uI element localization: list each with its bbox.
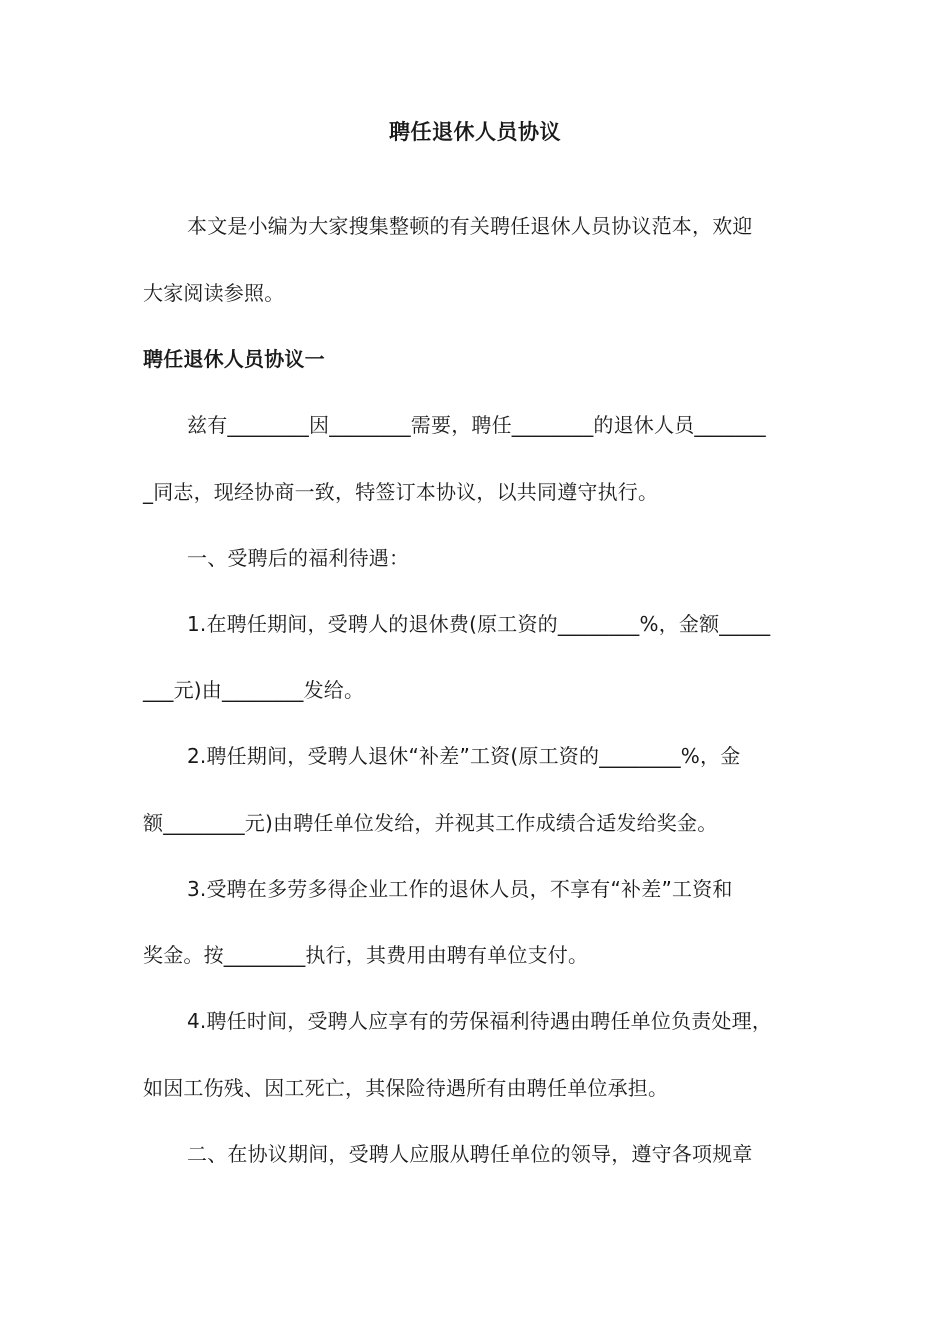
intro-line-1: 本文是小编为大家搜集整顿的有关聘任退休人员协议范本，欢迎 xyxy=(187,214,753,238)
clause-item-1-line-1: 1.在聘任期间，受聘人的退休费(原工资的________%，金额_____ xyxy=(187,612,771,636)
clause-item-2-line-1: 2.聘任期间，受聘人退休“补差”工资(原工资的________%，金 xyxy=(187,744,741,768)
intro-line-2: 大家阅读参照。 xyxy=(143,281,285,305)
clause-item-2-line-2: 额________元)由聘任单位发给，并视其工作成绩合适发给奖金。 xyxy=(143,811,718,835)
clause-item-1-line-2: ___元)由________发给。 xyxy=(143,678,365,702)
paragraph-line: 兹有________因________需要，聘任________的退休人员_______ xyxy=(187,413,766,437)
paragraph-line: _同志，现经协商一致，特签订本协议，以共同遵守执行。 xyxy=(143,480,659,504)
clause-item-3-line-2: 奖金。按________执行，其费用由聘有单位支付。 xyxy=(143,943,589,967)
clause-item-4-line-1: 4.聘任时间，受聘人应享有的劳保福利待遇由聘任单位负责处理， xyxy=(187,1009,773,1033)
section-heading: 聘任退休人员协议一 xyxy=(143,347,325,371)
clause-item-4-line-2: 如因工伤残、因工死亡，其保险待遇所有由聘任单位承担。 xyxy=(143,1076,669,1100)
clause-heading: 一、受聘后的福利待遇： xyxy=(187,546,410,570)
clause-item-3-line-1: 3.受聘在多劳多得企业工作的退休人员，不享有“补差”工资和 xyxy=(187,877,733,901)
clause-heading-2: 二、在协议期间，受聘人应服从聘任单位的领导，遵守各项规章 xyxy=(187,1142,753,1166)
document-title: 聘任退休人员协议 xyxy=(389,120,561,144)
